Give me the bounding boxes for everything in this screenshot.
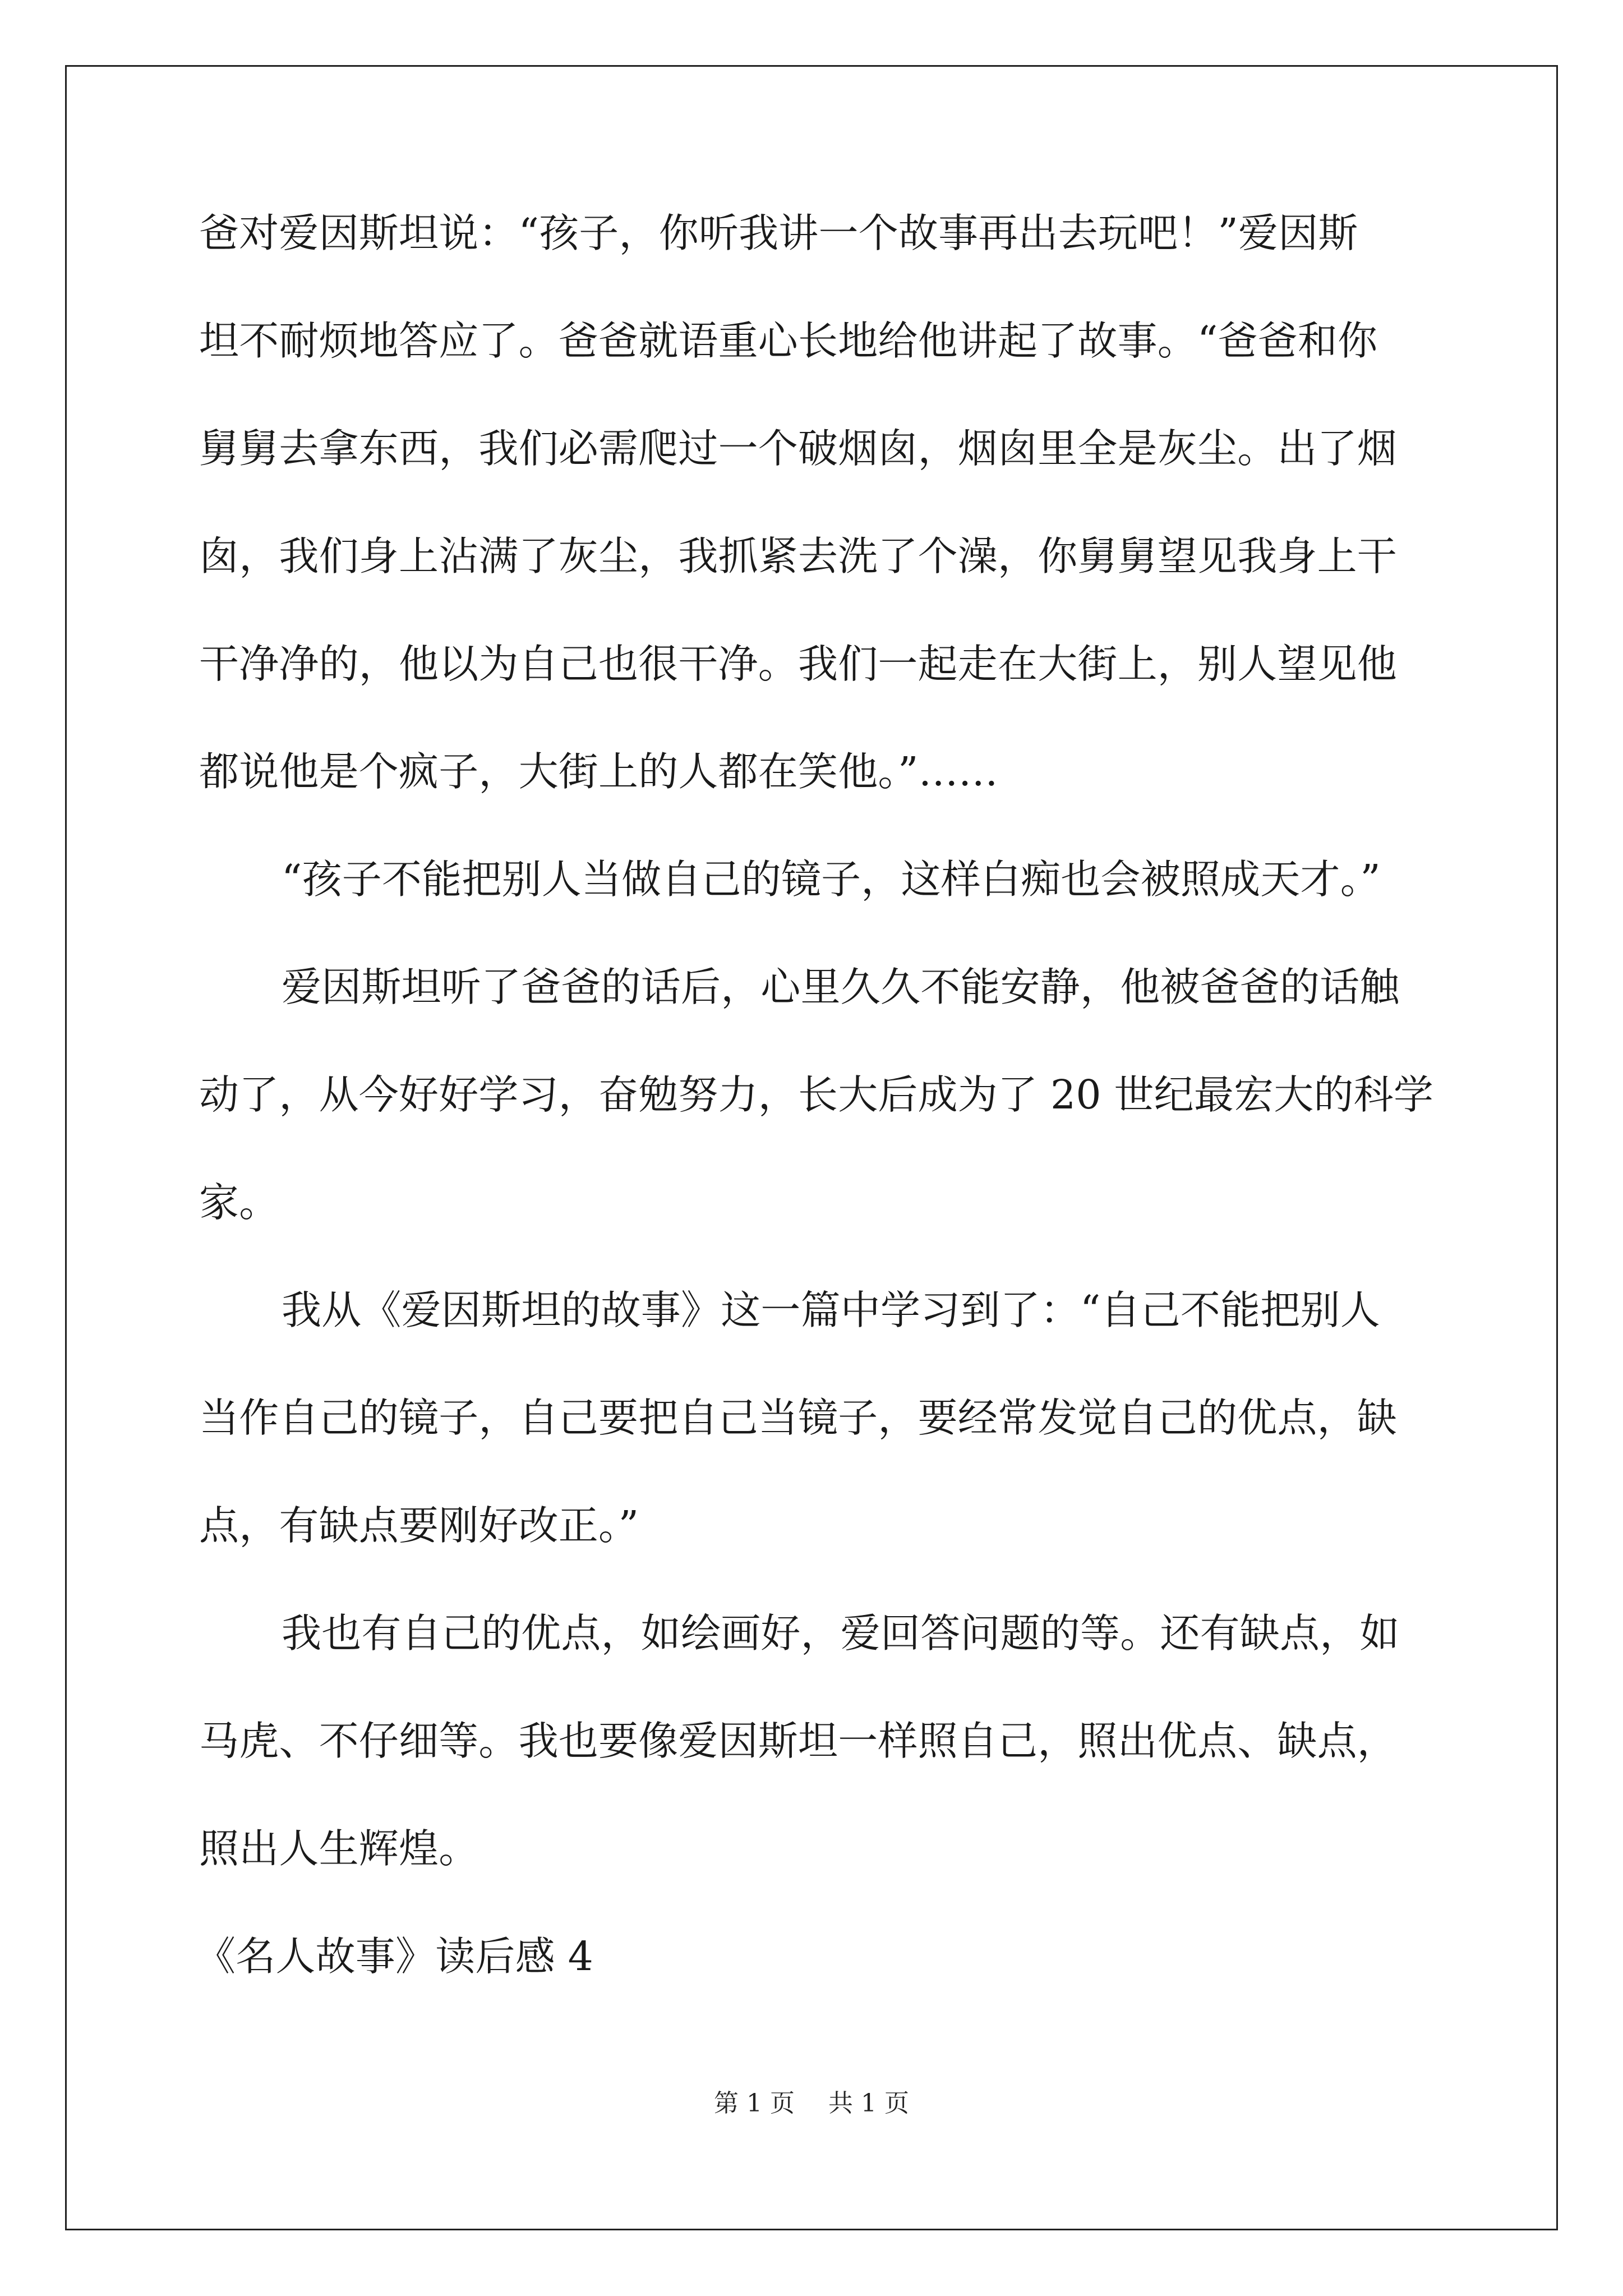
text-line-13: 点，有缺点要刚好改正。” [199,1502,639,1549]
text-line-8: 爱因斯坦听了爸爸的话后，心里久久不能安静，他被爸爸的话触 [282,964,1400,1010]
page-total: 共 1 页 [828,2089,909,2118]
page-number: 第 1 页 [714,2089,795,2118]
text-line-9: 动了，从今好好学习，奋勉努力，长大后成为了 20 世纪最宏大的科学 [199,1071,1434,1118]
text-line-7: “孩子不能把别人当做自己的镜子，这样白痴也会被照成天才。” [282,856,1381,903]
text-line-14: 我也有自己的优点，如绘画好，爱回答问题的等。还有缺点，如 [282,1610,1400,1657]
text-line-3: 舅舅去拿东西，我们必需爬过一个破烟囱，烟囱里全是灰尘。出了烟 [199,425,1398,472]
text-line-1: 爸对爱因斯坦说：“孩子，你听我讲一个故事再出去玩吧！”爱因斯 [199,210,1358,256]
text-line-2: 坦不耐烦地答应了。爸爸就语重心长地给他讲起了故事。“爸爸和你 [199,318,1378,364]
text-line-11: 我从《爱因斯坦的故事》这一篇中学习到了：“自己不能把别人 [282,1287,1380,1333]
text-line-16: 照出人生辉煌。 [199,1825,479,1872]
document-body [196,210,1434,2044]
text-line-4: 囱，我们身上沾满了灰尘，我抓紧去洗了个澡，你舅舅望见我身上干 [199,533,1398,579]
text-line-10: 家。 [199,1179,279,1226]
text-line-15: 马虎、不仔细等。我也要像爱因斯坦一样照自己，照出优点、缺点， [199,1718,1398,1764]
section-heading: 《名人故事》读后感 4 [196,1933,593,1980]
text-line-5: 干净净的，他以为自己也很干净。我们一起走在大街上，别人望见他 [199,641,1398,687]
text-line-6: 都说他是个疯子，大街上的人都在笑他。”…… [199,748,998,795]
page-footer [0,2091,1623,2116]
text-line-12: 当作自己的镜子，自己要把自己当镜子，要经常发觉自己的优点，缺 [199,1395,1398,1441]
